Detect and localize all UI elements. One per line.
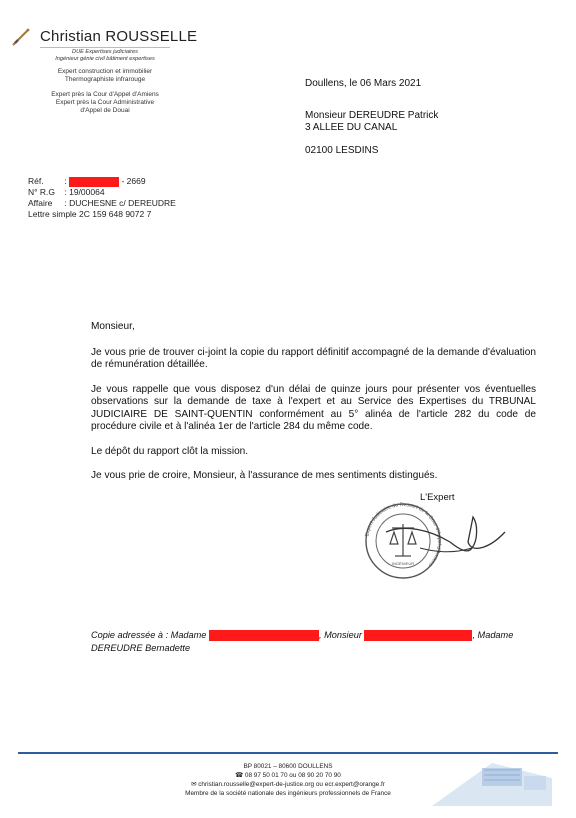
redaction-bar (364, 630, 472, 641)
letterhead-subtitle-1: DUE Expertises judiciaires (72, 49, 138, 55)
copy-prefix: Copie adressée à : Madame (91, 630, 207, 640)
footer-rule (18, 752, 558, 754)
footer-phone: 08 97 50 01 70 ou 08 90 20 70 90 (244, 772, 341, 779)
body-paragraph-3: Le dépôt du rapport clôt la mission. (91, 446, 249, 457)
affaire-value: : DUCHESNE c/ DEREUDRE (64, 198, 176, 208)
letterhead-tag-3: Expert près la Cour d'Appel d'Amiens (51, 91, 159, 98)
body-paragraph-2: Je vous rappelle que vous disposez d'un délai de quinze jours pour présenter vos éventuelles observations sur la demande de taxe à l'expert et au Service des Expertises du TRBUNAL JUDICIAIRE DE SAINT-QUENTIN conformément au 5° alinéa de l'article 282 du code de procédure civile et à l'alinéa 1er de l'article 284 du même code. (91, 384, 536, 433)
email-icon: ✉ (191, 781, 197, 788)
footer-email: christian.rousselle@expert-de-justice.org ou ecr.expert@orange.fr (198, 781, 385, 788)
date-line: Doullens, le 06 Mars 2021 (305, 78, 422, 89)
footer-line-4: Membre de la société nationale des ingénieurs professionnels de France (185, 790, 391, 797)
copy-mid: , Monsieur (318, 630, 362, 640)
letterhead-subtitle-2: Ingénieur génie civil bâtiment expertises (55, 56, 155, 62)
reference-ref (28, 176, 146, 187)
rg-value: : 19/00064 (64, 187, 105, 197)
letterhead-tag-5: d'Appel de Douai (80, 107, 130, 114)
stamp-text: Expert Judiciaire du Ressort de la Cour d'Appel d'Amiens (364, 502, 443, 568)
footer-line-1: BP 80021 – 80600 DOULLENS (243, 763, 333, 770)
signature-stamp (360, 502, 510, 580)
salutation: Monsieur, (91, 321, 135, 332)
copy-tail: , Madame (472, 630, 514, 640)
affaire-label: Affaire (28, 198, 53, 208)
letterhead-tag-2: Thermographiste infrarouge (64, 76, 146, 83)
redaction-bar (209, 630, 319, 641)
ref-suffix: - 2669 (121, 176, 146, 186)
footer-line-3 (118, 780, 458, 789)
footer-building-graphic (432, 758, 552, 808)
signature-label: L'Expert (420, 492, 455, 503)
reference-rg (28, 187, 105, 198)
pen-logo-icon (10, 26, 32, 48)
body-paragraph-4: Je vous prie de croire, Monsieur, à l'assurance de mes sentiments distingués. (91, 470, 438, 481)
letterhead-rule (40, 47, 170, 48)
ref-label: Réf. (28, 176, 44, 186)
reference-lettre: Lettre simple 2C 159 648 9072 7 (28, 209, 152, 219)
phone-icon: ☎ (235, 772, 244, 779)
recipient-line-1: Monsieur DEREUDRE Patrick (305, 110, 439, 121)
letterhead-name: Christian ROUSSELLE (40, 28, 198, 45)
copy-last: DEREUDRE Bernadette (91, 643, 191, 653)
letterhead-tag-4: Expert près la Cour Administrative (55, 99, 155, 106)
redaction-bar (69, 177, 119, 187)
letterhead-tag-1: Expert construction et immobilier (57, 68, 153, 75)
footer-line-2 (118, 771, 458, 780)
body-paragraph-1: Je vous prie de trouver ci-joint la copie du rapport définitif accompagné de la demande d'évaluation de rémunération détaillée. (91, 347, 536, 371)
recipient-line-3: 02100 LESDINS (305, 145, 379, 156)
stamp-bottom: INGÉNIEUR (391, 561, 415, 566)
ref-colon: : (64, 176, 70, 186)
reference-affaire (28, 198, 176, 209)
recipient-line-2: 3 ALLEE DU CANAL (305, 122, 398, 133)
copy-line (91, 629, 546, 641)
rg-label: N° R.G (28, 187, 56, 197)
